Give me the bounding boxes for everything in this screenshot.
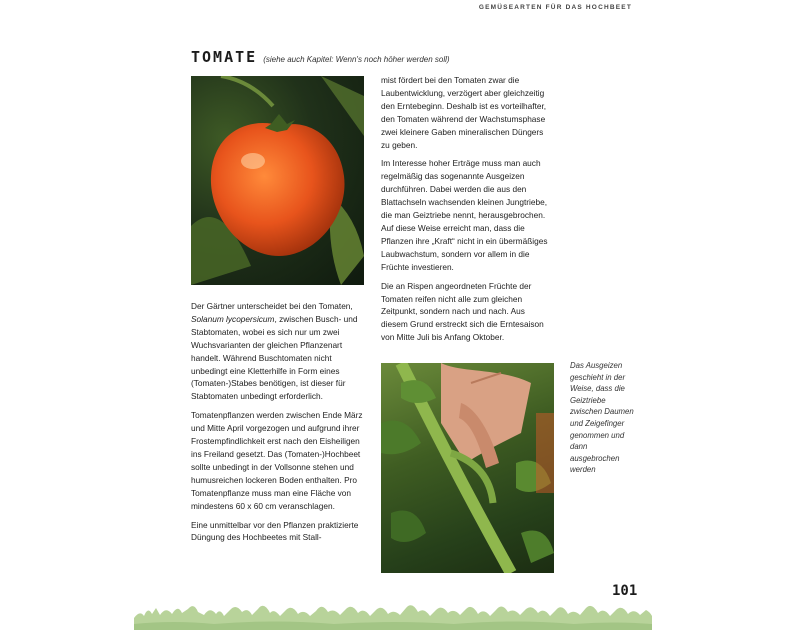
left-paragraph-1 xyxy=(191,300,363,403)
article-subtitle: (siehe auch Kapitel: Wenn's noch höher werden soll) xyxy=(263,55,450,64)
left-paragraph-1-end: , zwischen Busch- und Stabtomaten, wobei es sich nur um zwei Wuchsvarianten der gleichen Pflanzenart handelt. Während Buschtomaten nicht unbedingt eine Kletterhilfe in Form eines (Tomaten-)Stabes benötigen, ist dieser für Stabtomaten unbedingt erforderlich. xyxy=(191,313,358,402)
photo-caption: Das Ausgeizen geschieht in der Weise, dass die Geiztriebe zwischen Daumen und Zeigefinger genommen und dann ausgebrochen werden xyxy=(570,361,634,475)
left-paragraph-1-start: Der Gärtner unterscheidet bei den Tomaten, xyxy=(191,301,353,311)
right-paragraph-3: Die an Rispen angeordneten Früchte der Tomaten reifen nicht alle zum gleichen Zeitpunkt, sondern nach und nach. Aus diesem Grund erstreckt sich die Erntesaison von Mitte Juli bis Anfang Oktober. xyxy=(381,280,544,343)
right-text-column xyxy=(381,74,553,350)
page-number: 101 xyxy=(612,583,638,599)
latin-name: Solanum lycopersicum xyxy=(191,313,275,324)
left-paragraph-2: Tomatenpflanzen werden zwischen Ende März und Mitte April vorgezogen und aufgrund ihrer Frostempfindlichkeit erst nach den Eisheiligen ins Freiland gesetzt. Das (Tomaten-)Hochbeet sollte unbedingt in der Vollsonne stehen und humusreichen lockeren Boden enthalten. Pro Tomatenpflanze muss man eine Fläche von mindestens 60 x 60 cm veranschlagen. xyxy=(191,410,363,511)
right-paragraph-1: mist fördert bei den Tomaten zwar die Laubentwicklung, verzögert aber gleichzeitig den Erntebeginn. Deshalb ist es vorteilhafter, den Tomaten während der Wachstumsphase zwei kleinere Gaben mineralischen Düngers zu geben. xyxy=(381,75,547,150)
garden-footer-strip xyxy=(134,600,652,630)
article-title: TOMATE xyxy=(191,48,258,66)
running-header: GEMÜSEARTEN FÜR DAS HOCHBEET xyxy=(478,4,632,11)
article-title-line xyxy=(191,48,450,67)
tomato-photo xyxy=(191,76,364,285)
pinching-illustration xyxy=(381,363,554,573)
left-text-column xyxy=(191,300,363,550)
left-paragraph-3: Eine unmittelbar vor den Pflanzen praktizierte Düngung des Hochbeetes mit Stall- xyxy=(191,519,359,543)
pinching-photo xyxy=(381,363,554,573)
tomato-illustration xyxy=(191,76,364,285)
right-paragraph-2: Im Interesse hoher Erträge muss man auch regelmäßig das sogenannte Ausgeizen durchführen. Dabei werden die aus den Blattachseln wachsenden kleinen Jungtriebe, die man Geiztriebe nennt, herausgebrochen. Auf diese Weise erreicht man, dass die Pflanzen ihre „Kraft“ nicht in ein übermäßiges Laubwachstum, sondern vor allem in die Früchte investieren. xyxy=(381,158,548,272)
